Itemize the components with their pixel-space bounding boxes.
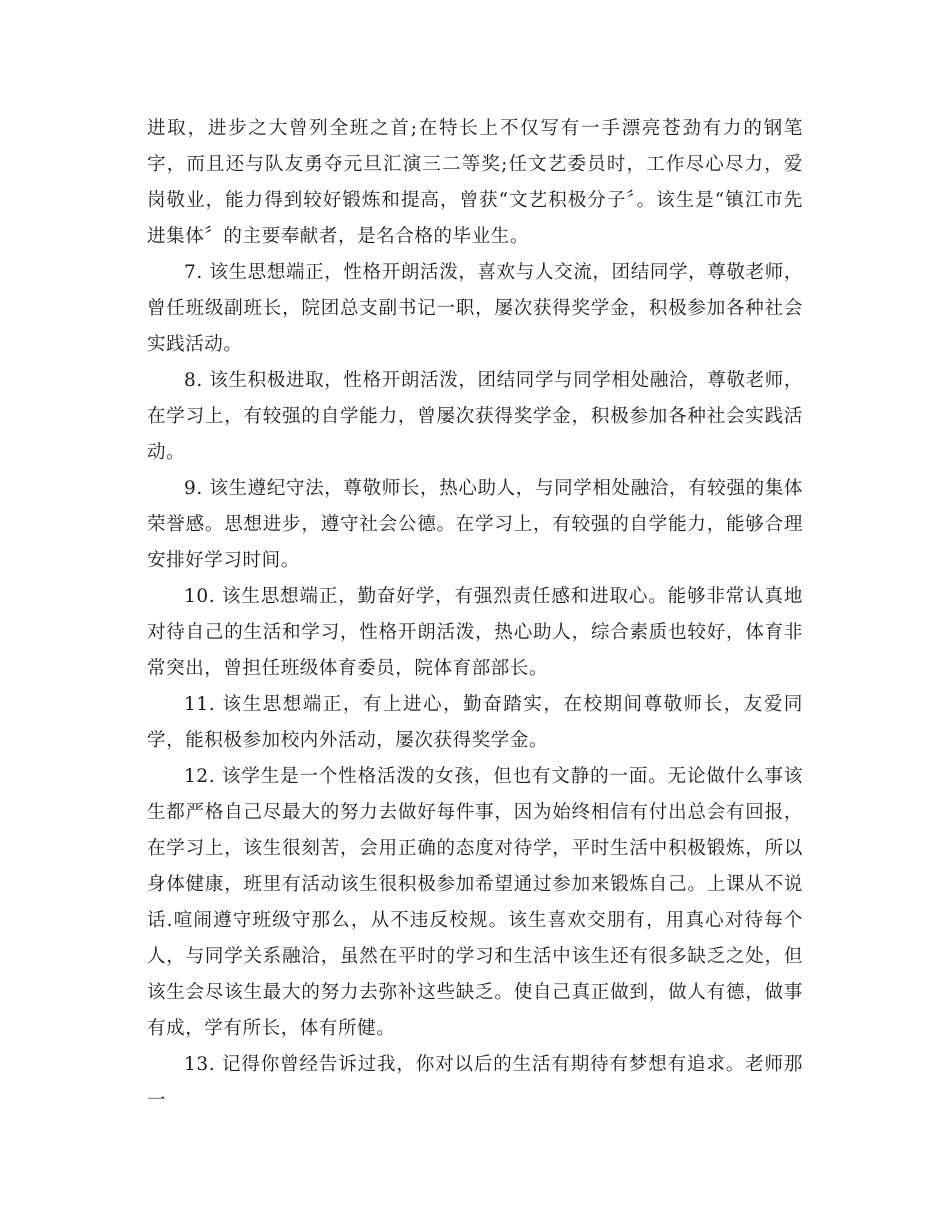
paragraph-item-11: 11. 该生思想端正，有上进心，勤奋踏实，在校期间尊敬师长，友爱同学，能积极参加校内外活动，屡次获得奖学金。 <box>147 694 803 751</box>
paragraph-item-9: 9. 该生遵纪守法，尊敬师长，热心助人，与同学相处融洽，有较强的集体荣誉感。思想进步，遵守社会公德。在学习上，有较强的自学能力，能够合理安排好学习时间。 <box>147 478 803 571</box>
paragraph-continuation: 进取，进步之大曾列全班之首;在特长上不仅写有一手漂亮苍劲有力的钢笔字，而且还与队友勇夺元旦汇演三二等奖;任文艺委员时，工作尽心尽力，爱岗敬业，能力得到较好锻炼和提高，曾获“文艺积极分子〞。该生是“镇江市先进集体〞的主要奉献者，是名合格的毕业生。 <box>147 118 803 247</box>
document-body <box>147 111 803 1119</box>
paragraph-item-10: 10. 该生思想端正，勤奋好学，有强烈责任感和进取心。能够非常认真地对待自己的生活和学习，性格开朗活泼，热心助人，综合素质也较好，体育非常突出，曾担任班级体育委员，院体育部部长。 <box>147 586 803 679</box>
paragraph-item-7: 7. 该生思想端正，性格开朗活泼，喜欢与人交流，团结同学，尊敬老师，曾任班级副班长，院团总支副书记一职，屡次获得奖学金，积极参加各种社会实践活动。 <box>147 262 803 355</box>
paragraph-item-13: 13. 记得你曾经告诉过我，你对以后的生活有期待有梦想有追求。老师那一 <box>147 1054 803 1111</box>
paragraph-item-8: 8. 该生积极进取，性格开朗活泼，团结同学与同学相处融洽，尊敬老师，在学习上，有较强的自学能力，曾屡次获得奖学金，积极参加各种社会实践活动。 <box>147 370 803 463</box>
paragraph-item-12: 12. 该学生是一个性格活泼的女孩，但也有文静的一面。无论做什么事该生都严格自己尽最大的努力去做好每件事，因为始终相信有付出总会有回报，在学习上，该生很刻苦，会用正确的态度对待学，平时生活中积极锻炼，所以身体健康，班里有活动该生很积极参加希望通过参加来锻炼自己。上课从不说话.喧闹遵守班级守那么，从不违反校规。该生喜欢交朋有，用真心对待每个人，与同学关系融洽，虽然在平时的学习和生活中该生还有很多缺乏之处，但该生会尽该生最大的努力去弥补这些缺乏。使自己真正做到，做人有德，做事有成，学有所长，体有所健。 <box>147 766 803 1039</box>
